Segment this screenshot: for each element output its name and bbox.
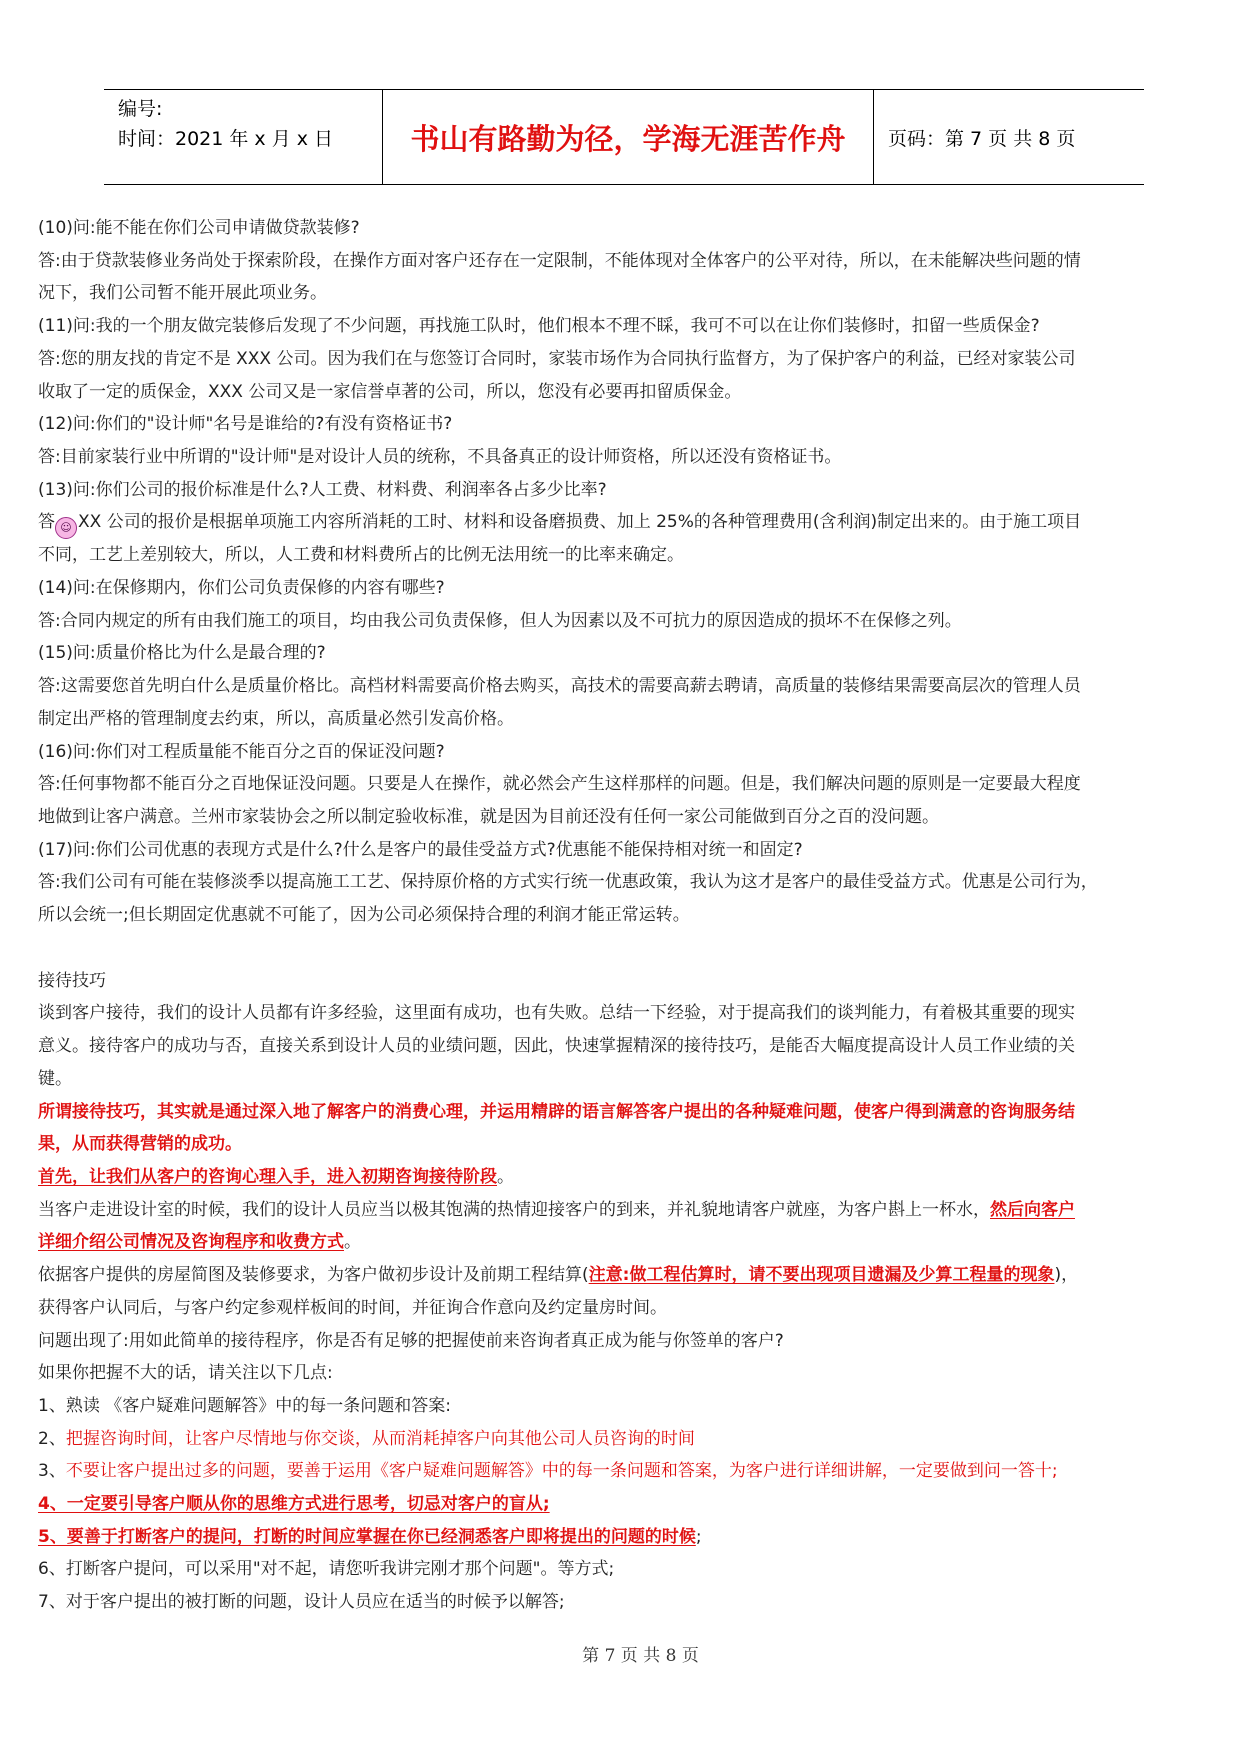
time-label: 时间：2021 年 x 月 x 日	[118, 128, 334, 150]
qa-line: 收取了一定的质保金，XXX 公司又是一家信誉卓著的公司，所以，您没有必要再扣留质保金。	[38, 381, 742, 402]
list-item: 4、一定要引导客户顺从你的思维方式进行思考，切忌对客户的盲从;	[38, 1494, 550, 1515]
qa-line: (11)问:我的一个朋友做完装修后发现了不少问题，再找施工队时，他们根本不理不睬，我可不可以在让你们装修时，扣留一些质保金?	[38, 316, 1040, 337]
intro-line: 键。	[38, 1068, 72, 1089]
list-item-number: 2、	[38, 1428, 66, 1449]
intro-line: 谈到客户接待，我们的设计人员都有许多经验，这里面有成功，也有失败。总结一下经验，对于提高我们的谈判能力，有着极其重要的现实	[38, 1003, 1075, 1024]
qa-line: 所以会统一;但长期固定优惠就不可能了，因为公司必须保持合理的利润才能正常运转。	[38, 905, 690, 926]
header-info	[104, 90, 382, 184]
plan-line: 获得客户认同后，与客户约定参观样板间的时间，并征询合作意向及约定量房时间。	[38, 1297, 667, 1318]
problem-line: 问题出现了:用如此简单的接待程序，你是否有足够的把握使前来咨询者真正成为能与你签单的客户?	[38, 1330, 784, 1351]
qa-line: 答:您的朋友找的肯定不是 XXX 公司。因为我们在与您签订合同时，家装市场作为合同执行监督方，为了保护客户的利益，已经对家装公司	[38, 348, 1076, 369]
qa-line: (15)问:质量价格比为什么是最合理的?	[38, 643, 326, 664]
footer-page-number: 第 7 页 共 8 页	[582, 1646, 699, 1666]
qa-line: 答:这需要您首先明白什么是质量价格比。高档材料需要高价格去购买，高技术的需要高薪去聘请，高质量的装修结果需要高层次的管理人员	[38, 676, 1081, 697]
qa-line: (16)问:你们对工程质量能不能百分之百的保证没问题?	[38, 741, 445, 762]
qa-line: (17)问:你们公司优惠的表现方式是什么?什么是客户的最佳受益方式?优惠能不能保持相对统一和固定?	[38, 839, 803, 860]
list-item-text: 不要让客户提出过多的问题，要善于运用《客户疑难问题解答》中的每一条问题和答案，为客户进行详细讲解，一定要做到问一答十;	[65, 1461, 1058, 1482]
list-item	[38, 1423, 1198, 1456]
first-step-end: 。	[497, 1166, 514, 1187]
qa-line: 答:由于贷款装修业务尚处于探索阶段，在操作方面对客户还存在一定限制，不能体现对全体客户的公平对待，所以，在未能解决些问题的情	[38, 250, 1081, 271]
list-item-number: 3、	[38, 1461, 66, 1482]
qa-line: 况下，我们公司暂不能开展此项业务。	[38, 283, 327, 304]
plan-note: 注意:做工程估算时，请不要出现项目遗漏及少算工程量的现象	[588, 1265, 1055, 1286]
qa-line: (13)问:你们公司的报价标准是什么?人工费、材料费、利润率各占多少比率?	[38, 479, 607, 500]
document-body	[38, 212, 1198, 1619]
qa-line: 答:合同内规定的所有由我们施工的项目，均由我公司负责保修，但人为因素以及不可抗力的原因造成的损坏不在保修之列。	[38, 610, 962, 631]
list-item-text: 5、要善于打断客户的提问，打断的时间应掌握在你已经洞悉客户即将提出的问题的时候	[38, 1526, 696, 1547]
list-item	[38, 1521, 1198, 1554]
qa-line: 制定出严格的管理制度去约束，所以，高质量必然引发高价格。	[38, 708, 514, 729]
qa-line: (10)问:能不能在你们公司申请做贷款装修?	[38, 218, 360, 238]
qa13-answer-text: XX 公司的报价是根据单项施工内容所消耗的工时、材料和设备磨损费、加上 25%的各种管理费用(含利润)制定出来的。由于施工项目	[78, 512, 1082, 533]
list-item-end: ;	[695, 1526, 702, 1547]
intro-line: 意义。接待客户的成功与否，直接关系到设计人员的业绩问题，因此，快速掌握精深的接待技巧，是能否大幅度提高设计人员工作业绩的关	[38, 1036, 1075, 1057]
arrive-end: 。	[344, 1232, 361, 1253]
qa-line: (14)问:在保修期内，你们公司负责保修的内容有哪些?	[38, 578, 445, 599]
definition-line: 果，从而获得营销的成功。	[38, 1134, 242, 1155]
definition-line: 所谓接待技巧，其实就是通过深入地了解客户的消费心理，并运用精辟的语言解答客户提出的各种疑难问题，使客户得到满意的咨询服务结	[38, 1101, 1075, 1122]
qa-line: (12)问:你们的"设计师"名号是谁给的?有没有资格证书?	[38, 414, 453, 435]
first-step-line	[38, 1161, 1198, 1194]
header-page-label: 页码：第 7 页 共 8 页	[888, 127, 1076, 150]
qa-line: 不同，工艺上差别较大，所以，人工费和材料费所占的比例无法用统一的比率来确定。	[38, 545, 684, 566]
section-title: 接待技巧	[38, 970, 106, 991]
page-footer	[0, 1641, 1241, 1666]
list-item: 6、打断客户提问，可以采用"对不起，请您听我讲完刚才那个问题"。等方式;	[38, 1559, 615, 1580]
first-step-text: 首先，让我们从客户的咨询心理入手，进入初期咨询接待阶段	[38, 1166, 497, 1187]
arrive-line	[38, 1194, 1198, 1227]
qa13-answer-prefix: 答	[38, 512, 55, 533]
qa-line: 地做到让客户满意。兰州市家装协会之所以制定验收标准，就是因为目前还没有任何一家公司能做到百分之百的没问题。	[38, 806, 939, 827]
arrive-highlight: 详细介绍公司情况及咨询程序和收费方式	[38, 1232, 344, 1253]
list-item: 1、熟读 《客户疑难问题解答》中的每一条问题和答案:	[38, 1395, 451, 1416]
qa-line: 答:任何事物都不能百分之百地保证没问题。只要是人在操作，就必然会产生这样那样的问题。但是，我们解决问题的原则是一定要最大程度	[38, 774, 1081, 795]
arrive-highlight: 然后向客户	[990, 1199, 1075, 1220]
qa-line: 答:目前家装行业中所谓的"设计师"是对设计人员的统称，不具备真正的设计师资格，所以还没有资格证书。	[38, 446, 842, 467]
section-gap	[38, 932, 1198, 965]
qa-line: 答:我们公司有可能在装修淡季以提高施工工艺、保持原价格的方式实行统一优惠政策，我认为这才是客户的最佳受益方式。优惠是公司行为，	[38, 872, 1098, 893]
arrive-text: 当客户走进设计室的时候，我们的设计人员应当以极其饱满的热情迎接客户的到来，并礼貌地请客户就座，为客户斟上一杯水，	[38, 1199, 990, 1220]
if-not-line: 如果你把握不大的话，请关注以下几点:	[38, 1363, 333, 1384]
plan-end: )，	[1054, 1265, 1079, 1286]
number-label: 编号:	[118, 98, 163, 120]
smiley-face-icon: ☺	[55, 517, 77, 539]
list-item-text: 把握咨询时间，让客户尽情地与你交谈，从而消耗掉客户向其他公司人员咨询的时间	[65, 1428, 695, 1449]
page-header	[104, 89, 1144, 185]
list-item: 7、对于客户提出的被打断的问题，设计人员应在适当的时候予以解答;	[38, 1592, 565, 1613]
plan-text: 依据客户提供的房屋简图及装修要求，为客户做初步设计及前期工程结算(	[38, 1265, 589, 1286]
list-item	[38, 1455, 1198, 1488]
plan-line	[38, 1259, 1198, 1292]
header-motto: 书山有路勤为径，学海无涯苦作舟	[382, 90, 874, 184]
arrive-line	[38, 1226, 1198, 1259]
qa-line	[38, 506, 1198, 539]
